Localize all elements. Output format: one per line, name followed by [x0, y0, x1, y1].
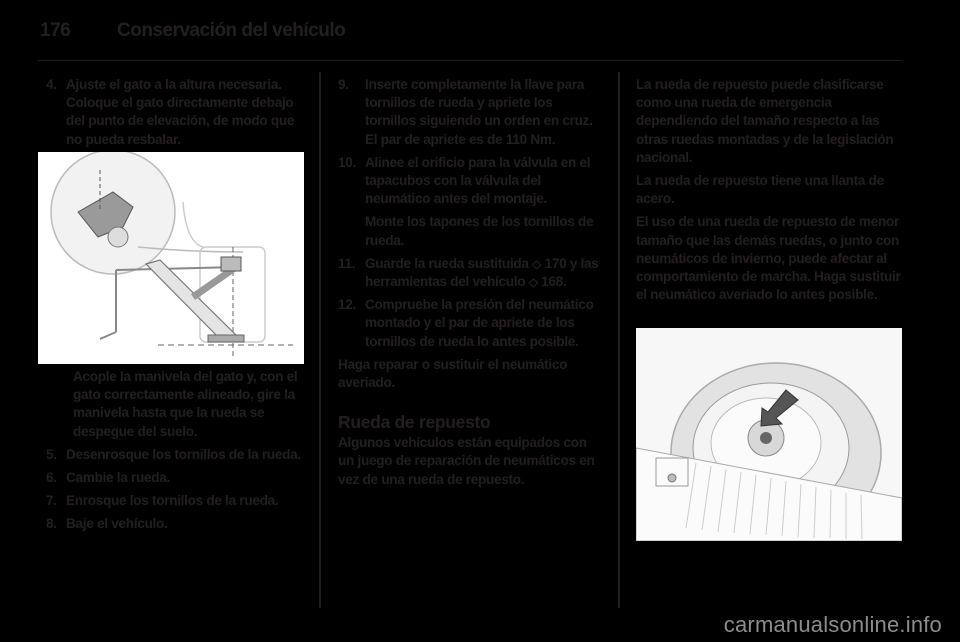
section-heading: Rueda de repuesto	[338, 412, 491, 433]
paragraph-3: El uso de una rueda de repuesto de menor tamaño que las demás ruedas, o junto con neumáticos de invierno, puede afectar al comportamiento de marcha. Haga sustituir el neumático averiado lo antes posible.	[636, 214, 901, 303]
scissor-jack-figure	[38, 152, 304, 364]
step-number: 11.	[338, 255, 356, 271]
paragraph-1: La rueda de repuesto puede clasificarse como una rueda de emergencia dependiendo del tamaño respecto a las otras ruedas montadas y de la legislación nacional.	[636, 77, 894, 165]
step-number: 10.	[338, 154, 356, 170]
step-6	[46, 469, 308, 487]
step-8	[46, 515, 308, 533]
spare-wheel-figure	[636, 328, 902, 541]
step-text-part: Guarde la rueda sustituida	[365, 255, 533, 271]
page-reference-icon: ◇	[528, 275, 538, 290]
step-number: 7.	[46, 493, 57, 509]
step-9	[338, 76, 606, 149]
step-text	[365, 255, 606, 291]
column-divider-2	[618, 72, 620, 608]
step-12	[338, 296, 606, 351]
column-1	[46, 76, 308, 154]
step-text: Cambie la rueda.	[66, 470, 170, 486]
step-text: Alinee el orificio para la válvula en el tapacubos con la válvula del neumático antes del montaje.	[365, 154, 591, 207]
step-number: 8.	[46, 516, 57, 532]
step-11	[338, 255, 606, 291]
step-4	[46, 76, 308, 149]
step-number: 12.	[338, 297, 356, 313]
step-number: 4.	[46, 77, 57, 92]
scissor-jack-illustration-icon	[38, 152, 304, 364]
section-intro: Algunos vehículos están equipados con un juego de reparación de neumáticos en vez de una rueda de repuesto.	[338, 435, 595, 487]
paragraph-2: La rueda de repuesto tiene una llanta de acero.	[636, 173, 884, 207]
step-7	[46, 492, 308, 510]
column-divider-1	[319, 72, 321, 608]
note-paragraph: Haga reparar o sustituir el neumático averiado.	[338, 356, 568, 391]
watermark: carmanualsonline.info	[723, 612, 942, 637]
step-10	[338, 154, 606, 209]
column-1-continued	[46, 368, 308, 539]
page-number: 176	[40, 20, 71, 41]
step-text: Inserte completamente la llave para tornillos de rueda y apriete los tornillos siguiendo un orden en cruz. El par de apriete es de 110 Nm.	[365, 77, 593, 147]
page-reference-icon: ◇	[532, 256, 542, 271]
step-5	[46, 446, 308, 464]
step-text-part: y las herramientas del vehículo	[365, 255, 599, 290]
step-text: Ajuste el gato a la altura necesaria. Coloque el gato directamente debajo del punto de elevación, de modo que no pueda resbalar.	[66, 77, 295, 147]
spare-wheel-illustration-icon	[636, 328, 902, 541]
step-number: 5.	[46, 446, 57, 462]
page-title: Conservación del vehículo	[117, 20, 346, 41]
step-text: Baje el vehículo.	[66, 516, 168, 532]
page-reference-link[interactable]: 168.	[537, 274, 567, 290]
step-number: 6.	[46, 470, 57, 486]
step-text: Compruebe la presión del neumático montado y el par de apriete de los tornillos de rueda lo antes posible.	[365, 297, 594, 349]
step-10-sub: Monte los tapones de los tornillos de rueda.	[365, 214, 594, 248]
header-rule	[38, 60, 902, 61]
step-4-continued: Acople la manivela del gato y, con el gato correctamente alineado, gire la manivela hasta que la rueda se despegue del suelo.	[73, 369, 298, 439]
column-3	[636, 76, 904, 309]
page-reference-link[interactable]: 170	[541, 255, 567, 271]
step-text: Enrosque los tornillos de la rueda.	[66, 493, 279, 509]
column-2	[338, 76, 606, 494]
step-text: Desenrosque los tornillos de la rueda.	[66, 446, 301, 462]
step-number: 9.	[338, 77, 349, 92]
